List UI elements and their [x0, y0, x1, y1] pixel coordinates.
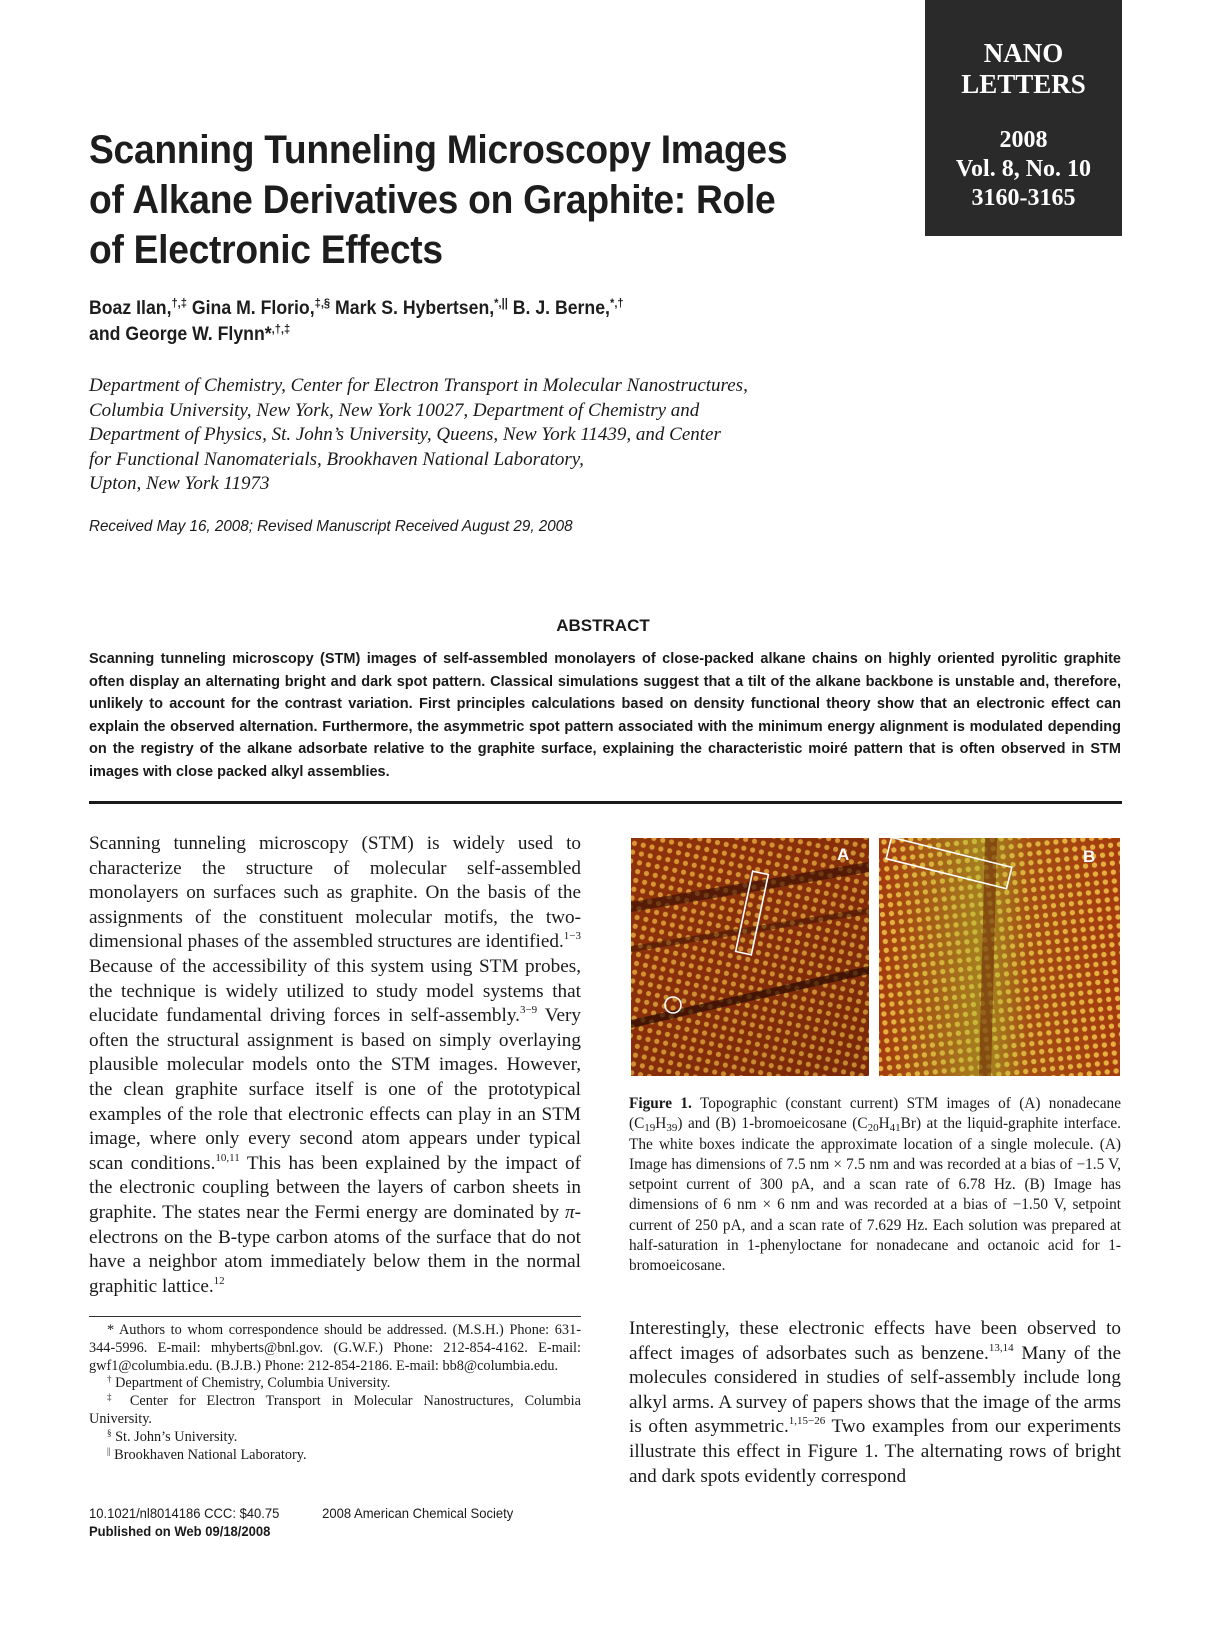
caption-text: ) and (B) 1-bromoeicosane (C: [677, 1115, 868, 1133]
author-affil-mark: ‡,§: [314, 296, 331, 310]
affiliation-line: Upton, New York 11973: [89, 473, 270, 494]
body-paragraph-right: [629, 1317, 1121, 1489]
body-text: -electrons on the B-type carbon atoms of the surface that do not have a neighbor atom immediately below them in the normal graphitic lattice.: [89, 1201, 581, 1297]
footnote-divider: [89, 1316, 581, 1317]
footnotes: [89, 1322, 581, 1464]
author-affil-mark: *,||: [494, 296, 508, 310]
footnote-text: Center for Electron Transport in Molecular Nanostructures, Columbia University.: [89, 1393, 581, 1427]
published-date: Published on Web 09/18/2008: [89, 1523, 271, 1539]
panel-label-a: A: [837, 845, 850, 864]
footnote-text: Brookhaven National Laboratory.: [110, 1446, 307, 1463]
affiliation-line: Columbia University, New York, New York 10027, Department of Chemistry and: [89, 399, 700, 421]
figure-caption: [629, 1094, 1121, 1277]
body-text: Many of the molecules considered in studies of self-assembly include long alkyl arms. A survey of papers shows that the image of the arms is often asymmetric.: [629, 1342, 1121, 1438]
caption-text: Topographic (constant current) STM images of (A) nonadecane (C: [629, 1095, 1121, 1133]
citation-ref: 12: [213, 1274, 225, 1287]
journal-year: 2008: [999, 127, 1048, 153]
footnote-affiliation: [89, 1447, 581, 1465]
author-list: [89, 296, 796, 348]
author-affil-mark: ,†,‡: [271, 322, 291, 336]
doi-line: [89, 1505, 513, 1521]
caption-label: Figure 1.: [629, 1095, 692, 1112]
footnote-mark: ‡: [107, 1392, 119, 1403]
body-text: This has been explained by the impact of the electronic coupling between the layers of carbon sheets in graphite. The states near the Fermi energy are dominated by: [89, 1152, 581, 1223]
caption-text: Br) at the liquid-graphite interface. The white boxes indicate the approximate location of a single molecule. (A) Image has dimensions of 7.5 nm × 7.5 nm and was recorded at a bias of −1.5 V, setpoint current of 300 pA, and a scan rate of 6.78 Hz. (B) Image has dimensions of 6 nm × 6 nm and was recorded at a bias of −1.50 V, setpoint current of 250 pA, and a scan rate of 7.629 Hz. Each solution was prepared at half-saturation in 1-phenyloctane for nonadecane and octanoic acid for 1-bromoeicosane.: [629, 1115, 1121, 1275]
affiliation-line: Department of Chemistry, Center for Electron Transport in Molecular Nanostructures,: [89, 375, 748, 396]
caption-text: H: [655, 1115, 667, 1133]
journal-volume: Vol. 8, No. 10: [955, 156, 1092, 182]
paper-title: [89, 125, 833, 275]
author-name: Boaz Ilan,: [89, 298, 172, 319]
citation-ref: 10,11: [215, 1151, 240, 1164]
panel-label-b: B: [1083, 847, 1096, 866]
title-line: of Alkane Derivatives on Graphite: Role: [89, 178, 776, 222]
pi-symbol: π: [564, 1201, 575, 1223]
affiliation-line: Department of Physics, St. John’s University, Queens, New York 11439, and Center: [89, 424, 721, 445]
title-line: Scanning Tunneling Microscopy Images: [89, 128, 788, 172]
subscript: 19: [644, 1122, 656, 1135]
journal-pages: 3160-3165: [971, 185, 1076, 211]
received-dates: Received May 16, 2008; Revised Manuscript Received August 29, 2008: [89, 518, 573, 535]
journal-name-line2: LETTERS: [961, 69, 1086, 99]
author-name: B. J. Berne,: [507, 298, 610, 319]
author-name: Gina M. Florio,: [186, 298, 315, 319]
footnote-mark: §: [107, 1427, 112, 1438]
footnote-correspondence: * Authors to whom correspondence should be addressed. (M.S.H.) Phone: 631-344-5996. E-mail: mhyberts@bnl.gov. (G.W.F.) Phone: 212-854-4162. E-mail: gwf1@columbia.edu. (B.J.B.) Phone: 212-854-2186. E-mail: bb8@columbia.edu.: [89, 1322, 581, 1374]
citation-ref: 1,15−26: [788, 1415, 826, 1428]
journal-name-line1: NANO: [983, 38, 1064, 68]
footnote-text: St. John’s University.: [111, 1428, 238, 1445]
affiliation: [89, 374, 849, 497]
body-text: Because of the accessibility of this system using STM probes, the technique is widely utilized to study model systems that elucidate fundamental driving forces in self-assembly.: [89, 955, 581, 1027]
author-name: Mark S. Hybertsen,: [330, 298, 495, 319]
citation-ref: 1−3: [563, 930, 581, 943]
affiliation-line: for Functional Nanomaterials, Brookhaven National Laboratory,: [89, 448, 584, 470]
author-name: and George W. Flynn*: [89, 324, 272, 345]
author-affil-mark: *,†: [609, 296, 624, 310]
footnote-affiliation: [89, 1375, 581, 1393]
footnote-affiliation: [89, 1429, 581, 1447]
body-text: Two examples from our experiments illustrate this effect in Figure 1. The alternating rows of bright and dark spots evidently correspond: [629, 1416, 1122, 1487]
stm-image-panel-a: [631, 838, 869, 1076]
body-paragraph-left: [89, 832, 581, 1299]
body-text: Scanning tunneling microscopy (STM) is widely used to characterize the structure of molecular self-assembled monolayers on surfaces such as graphite. On the basis of the assignments of the constituent molecular motifs, the two-dimensional phases of the assembled structures are identified.: [89, 833, 581, 953]
footnote-affiliation: [89, 1393, 581, 1429]
subscript: 39: [666, 1122, 678, 1135]
section-divider: [89, 801, 1122, 804]
caption-text: H: [878, 1115, 890, 1133]
abstract-text: Scanning tunneling microscopy (STM) images of self-assembled monolayers of close-packed alkane chains on highly oriented pyrolitic graphite often display an alternating bright and dark spot pattern. Classical simulations suggest that a tilt of the alkane backbone is unstable and, therefore, unlikely to account for the contrast variation. First principles calculations based on density functional theory show that an electronic effect can explain the observed alternation. Furthermore, the asymmetric spot pattern associated with the minimum energy alignment is modulated depending on the registry of the alkane adsorbate relative to the graphite surface, explaining the characteristic moiré pattern that is often observed in STM images with close packed alkyl assemblies.: [89, 651, 1121, 780]
footnote-mark: †: [107, 1374, 112, 1385]
author-affil-mark: †,‡: [171, 296, 187, 310]
body-text: Interestingly, these electronic effects have been observed to affect images of adsorbates such as benzene.: [629, 1318, 1121, 1364]
citation-ref: 13,14: [988, 1341, 1014, 1354]
doi: 10.1021/nl8014186 CCC: $40.75: [89, 1505, 280, 1521]
title-line: of Electronic Effects: [89, 228, 443, 272]
body-text: Very often the structural assignment is based on simply overlaying plausible molecular models onto the STM images. However, the clean graphite surface itself is one of the prototypical examples of the role that electronic effects can play in an STM image, where only every second atom appears under typical scan conditions.: [89, 1005, 581, 1174]
subscript: 20: [867, 1122, 879, 1135]
journal-info-box: [925, 0, 1122, 236]
stm-image-panel-b: [879, 838, 1120, 1076]
footnote-text: Department of Chemistry, Columbia University.: [111, 1375, 391, 1392]
footnote-mark: ||: [107, 1445, 111, 1456]
abstract-heading: ABSTRACT: [556, 616, 650, 635]
citation-ref: 3−9: [519, 1004, 538, 1017]
copyright-society: 2008 American Chemical Society: [322, 1505, 514, 1521]
subscript: 41: [889, 1122, 901, 1135]
